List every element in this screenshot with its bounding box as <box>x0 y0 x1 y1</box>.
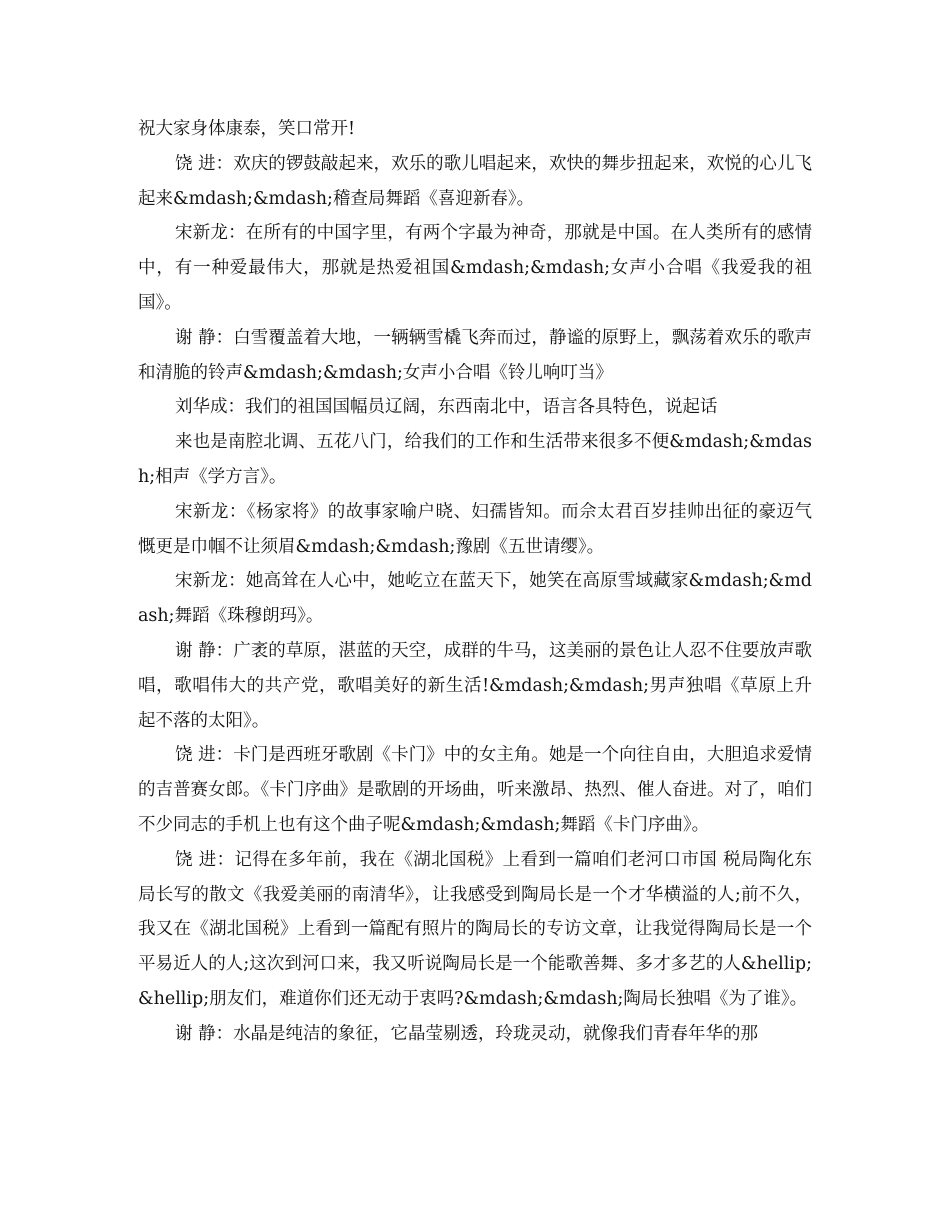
paragraph-xiangsheng-intro: 刘华成：我们的祖国国幅员辽阔，东西南北中，语言各具特色，说起话 <box>175 397 718 418</box>
paragraph-yuju-wushi-qingying: 宋新龙：《杨家将》的故事家喻户晓、妇孺皆知。而佘太君百岁挂帅出征的豪迈气慨更是巾帼不让须眉&mdash;&mdash;豫剧《五世请缨》。 <box>138 501 812 557</box>
paragraph-crystal-intro: 谢 静：水晶是纯洁的象征，它晶莹剔透，玲珑灵动，就像我们青春年华的那 <box>175 1023 759 1044</box>
paragraph-chorus-linger-xiangdangdang: 谢 静：白雪覆盖着大地，一辆辆雪橇飞奔而过，静谧的原野上，飘荡着欢乐的歌声和清脆的铃声&mdash;&mdash;女声小合唱《铃儿响叮当》 <box>138 327 812 383</box>
paragraph-closing-wish: 祝大家身体康泰，笑口常开! <box>138 119 356 139</box>
paragraph-dance-carmen-overture: 饶 进：卡门是西班牙歌剧《卡门》中的女主角。她是一个向往自由，大胆追求爱情的吉普赛女郎。《卡门序曲》是歌剧的开场曲，听来激昂、热烈、催人奋进。对了，咱们不少同志的手机上也有这个曲子呢&mdash;&mdash;舞蹈《卡门序曲》。 <box>138 745 812 835</box>
paragraph-solo-wei-le-shui: 饶 进：记得在多年前，我在《湖北国税》上看到一篇咱们老河口市国 税局陶化东局长写的散文《我爱美丽的南清华》，让我感受到陶局长是一个才华横溢的人;前不久，我又在《湖北国税》上看到一篇配有照片的陶局长的专访文章，让我觉得陶局长是一个平易近人的人;这次到河口来，我又听说陶局长是一个能歌善舞、多才多艺的人&hellip;&hellip;朋友们，难道你们还无动于衷吗?&mdash;&mdash;陶局长独唱《为了谁》。 <box>138 849 812 1009</box>
document-body <box>138 112 812 1052</box>
paragraph-xiangsheng-xue-fangyan: 来也是南腔北调、五花八门，给我们的工作和生活带来很多不便&mdash;&mdash;相声《学方言》。 <box>138 432 812 487</box>
paragraph-solo-caoyuan-taiyang: 谢 静：广袤的草原，湛蓝的天空，成群的牛马，这美丽的景色让人忍不住要放声歌唱，歌唱伟大的共产党，歌唱美好的新生活!&mdash;&mdash;男声独唱《草原上升起不落的太阳》。 <box>138 640 812 731</box>
paragraph-dance-xiying-xinchun: 饶 进：欢庆的锣鼓敲起来，欢乐的歌儿唱起来，欢快的舞步扭起来，欢悦的心儿飞起来&mdash;&mdash;稽查局舞蹈《喜迎新春》。 <box>138 153 812 209</box>
paragraph-dance-zhumulangma: 宋新龙：她高耸在人心中，她屹立在蓝天下，她笑在高原雪域藏家&mdash;&mdash;舞蹈《珠穆朗玛》。 <box>138 571 812 627</box>
paragraph-chorus-wo-ai-zuguo: 宋新龙：在所有的中国字里，有两个字最为神奇，那就是中国。在人类所有的感情中，有一种爱最伟大，那就是热爱祖国&mdash;&mdash;女声小合唱《我爱我的祖国》。 <box>138 223 812 313</box>
